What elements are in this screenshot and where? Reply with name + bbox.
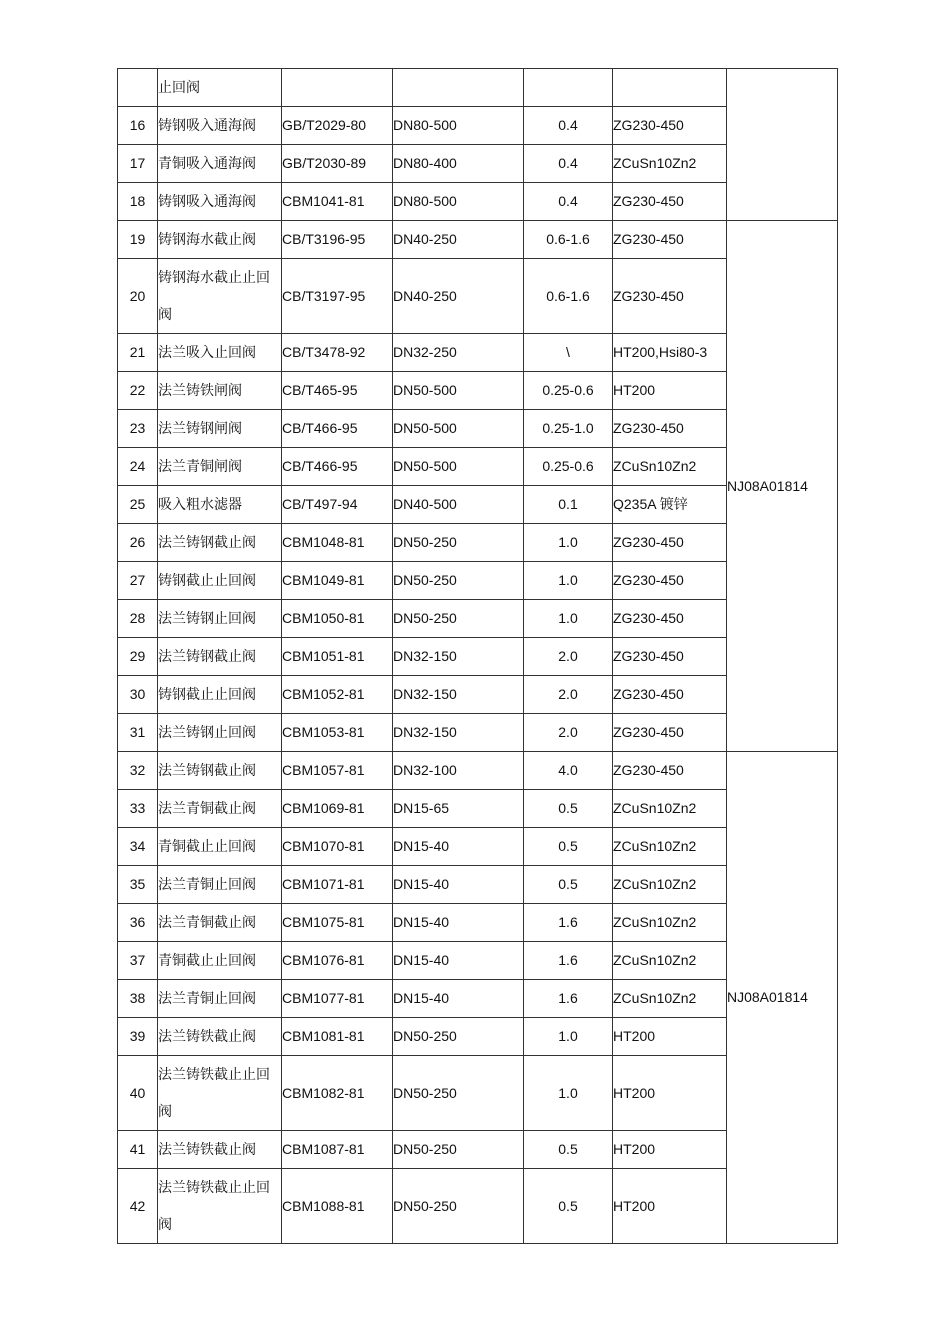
material-cell bbox=[613, 69, 727, 107]
material-cell: ZCuSn10Zn2 bbox=[613, 904, 727, 942]
valve-name-cell: 铸钢截止止回阀 bbox=[158, 562, 282, 600]
row-number-cell: 38 bbox=[118, 980, 158, 1018]
standard-code-cell: CBM1048-81 bbox=[282, 524, 393, 562]
nominal-diameter-cell: DN50-250 bbox=[393, 562, 524, 600]
material-cell: ZG230-450 bbox=[613, 600, 727, 638]
material-cell: HT200 bbox=[613, 1169, 727, 1244]
row-number-cell: 32 bbox=[118, 752, 158, 790]
nominal-diameter-cell: DN40-250 bbox=[393, 259, 524, 334]
nominal-diameter-cell: DN50-250 bbox=[393, 600, 524, 638]
nominal-pressure-cell: 1.6 bbox=[524, 904, 613, 942]
standard-code-cell: CB/T3197-95 bbox=[282, 259, 393, 334]
nominal-pressure-cell: 1.0 bbox=[524, 1018, 613, 1056]
valve-name-cell: 法兰铸铁截止止回阀 bbox=[158, 1169, 282, 1244]
row-number-cell: 40 bbox=[118, 1056, 158, 1131]
valve-name-cell: 铸钢吸入通海阀 bbox=[158, 183, 282, 221]
row-number-cell: 30 bbox=[118, 676, 158, 714]
material-cell: ZG230-450 bbox=[613, 221, 727, 259]
row-number-cell: 28 bbox=[118, 600, 158, 638]
nominal-diameter-cell: DN50-500 bbox=[393, 410, 524, 448]
nominal-diameter-cell: DN50-250 bbox=[393, 1169, 524, 1244]
nominal-pressure-cell: 1.6 bbox=[524, 980, 613, 1018]
valve-name-cell: 法兰铸钢截止阀 bbox=[158, 638, 282, 676]
nominal-pressure-cell: \ bbox=[524, 334, 613, 372]
nominal-diameter-cell: DN15-65 bbox=[393, 790, 524, 828]
table-row bbox=[118, 69, 838, 107]
nominal-diameter-cell: DN32-150 bbox=[393, 638, 524, 676]
row-number-cell: 39 bbox=[118, 1018, 158, 1056]
standard-code-cell: CBM1077-81 bbox=[282, 980, 393, 1018]
row-number-cell: 19 bbox=[118, 221, 158, 259]
valve-name-cell: 法兰青铜截止阀 bbox=[158, 790, 282, 828]
nominal-pressure-cell: 0.6-1.6 bbox=[524, 259, 613, 334]
material-cell: ZCuSn10Zn2 bbox=[613, 448, 727, 486]
standard-code-cell: CBM1041-81 bbox=[282, 183, 393, 221]
row-number-cell: 26 bbox=[118, 524, 158, 562]
valve-name-cell: 法兰吸入止回阀 bbox=[158, 334, 282, 372]
row-number-cell: 33 bbox=[118, 790, 158, 828]
valve-name-cell: 法兰青铜截止阀 bbox=[158, 904, 282, 942]
standard-code-cell: CBM1050-81 bbox=[282, 600, 393, 638]
material-cell: ZG230-450 bbox=[613, 638, 727, 676]
nominal-pressure-cell: 0.5 bbox=[524, 790, 613, 828]
standard-code-cell: CBM1071-81 bbox=[282, 866, 393, 904]
standard-code-cell: CBM1088-81 bbox=[282, 1169, 393, 1244]
row-number-cell: 41 bbox=[118, 1131, 158, 1169]
nominal-diameter-cell: DN32-100 bbox=[393, 752, 524, 790]
row-number-cell: 37 bbox=[118, 942, 158, 980]
nominal-diameter-cell: DN15-40 bbox=[393, 980, 524, 1018]
nominal-diameter-cell: DN50-250 bbox=[393, 524, 524, 562]
nominal-pressure-cell: 0.5 bbox=[524, 1169, 613, 1244]
nominal-diameter-cell: DN80-500 bbox=[393, 183, 524, 221]
row-number-cell: 42 bbox=[118, 1169, 158, 1244]
material-cell: ZG230-450 bbox=[613, 752, 727, 790]
certificate-number-cell: NJ08A01814 bbox=[727, 752, 838, 1244]
valve-name-cell: 法兰铸铁截止止回阀 bbox=[158, 1056, 282, 1131]
standard-code-cell: CB/T466-95 bbox=[282, 410, 393, 448]
row-number-cell: 27 bbox=[118, 562, 158, 600]
material-cell: ZG230-450 bbox=[613, 259, 727, 334]
standard-code-cell: CBM1070-81 bbox=[282, 828, 393, 866]
nominal-diameter-cell: DN50-250 bbox=[393, 1018, 524, 1056]
material-cell: ZG230-450 bbox=[613, 524, 727, 562]
standard-code-cell: CBM1057-81 bbox=[282, 752, 393, 790]
nominal-diameter-cell: DN32-250 bbox=[393, 334, 524, 372]
valve-name-cell: 止回阀 bbox=[158, 69, 282, 107]
material-cell: ZCuSn10Zn2 bbox=[613, 790, 727, 828]
nominal-pressure-cell: 0.25-0.6 bbox=[524, 448, 613, 486]
material-cell: HT200,Hsi80-3 bbox=[613, 334, 727, 372]
valve-spec-table bbox=[117, 68, 838, 1244]
standard-code-cell: CBM1053-81 bbox=[282, 714, 393, 752]
row-number-cell: 21 bbox=[118, 334, 158, 372]
row-number-cell: 34 bbox=[118, 828, 158, 866]
standard-code-cell: CB/T3478-92 bbox=[282, 334, 393, 372]
nominal-pressure-cell: 0.4 bbox=[524, 107, 613, 145]
table-body bbox=[118, 69, 838, 1244]
nominal-pressure-cell: 0.1 bbox=[524, 486, 613, 524]
row-number-cell: 25 bbox=[118, 486, 158, 524]
standard-code-cell: CBM1052-81 bbox=[282, 676, 393, 714]
valve-name-cell: 法兰青铜止回阀 bbox=[158, 980, 282, 1018]
standard-code-cell: CBM1051-81 bbox=[282, 638, 393, 676]
row-number-cell: 36 bbox=[118, 904, 158, 942]
standard-code-cell: CB/T465-95 bbox=[282, 372, 393, 410]
standard-code-cell: CBM1087-81 bbox=[282, 1131, 393, 1169]
standard-code-cell: CB/T466-95 bbox=[282, 448, 393, 486]
material-cell: ZCuSn10Zn2 bbox=[613, 145, 727, 183]
nominal-pressure-cell: 0.4 bbox=[524, 183, 613, 221]
valve-name-cell: 法兰铸钢截止阀 bbox=[158, 752, 282, 790]
row-number-cell: 29 bbox=[118, 638, 158, 676]
material-cell: ZCuSn10Zn2 bbox=[613, 980, 727, 1018]
valve-name-cell: 青铜吸入通海阀 bbox=[158, 145, 282, 183]
standard-code-cell: GB/T2029-80 bbox=[282, 107, 393, 145]
material-cell: ZG230-450 bbox=[613, 410, 727, 448]
nominal-pressure-cell: 0.25-0.6 bbox=[524, 372, 613, 410]
standard-code-cell: CBM1075-81 bbox=[282, 904, 393, 942]
nominal-pressure-cell: 2.0 bbox=[524, 714, 613, 752]
material-cell: HT200 bbox=[613, 1056, 727, 1131]
nominal-diameter-cell: DN15-40 bbox=[393, 904, 524, 942]
table-row bbox=[118, 752, 838, 790]
material-cell: ZG230-450 bbox=[613, 562, 727, 600]
material-cell: ZCuSn10Zn2 bbox=[613, 942, 727, 980]
nominal-diameter-cell: DN32-150 bbox=[393, 676, 524, 714]
nominal-diameter-cell: DN50-500 bbox=[393, 448, 524, 486]
nominal-diameter-cell bbox=[393, 69, 524, 107]
certificate-number-cell: NJ08A01814 bbox=[727, 221, 838, 752]
standard-code-cell: GB/T2030-89 bbox=[282, 145, 393, 183]
row-number-cell: 17 bbox=[118, 145, 158, 183]
nominal-diameter-cell: DN32-150 bbox=[393, 714, 524, 752]
nominal-pressure-cell: 2.0 bbox=[524, 638, 613, 676]
valve-name-cell: 法兰青铜止回阀 bbox=[158, 866, 282, 904]
nominal-pressure-cell: 2.0 bbox=[524, 676, 613, 714]
material-cell: HT200 bbox=[613, 1131, 727, 1169]
valve-name-cell: 青铜截止止回阀 bbox=[158, 942, 282, 980]
row-number-cell: 24 bbox=[118, 448, 158, 486]
valve-name-cell: 法兰青铜闸阀 bbox=[158, 448, 282, 486]
standard-code-cell: CBM1081-81 bbox=[282, 1018, 393, 1056]
row-number-cell: 20 bbox=[118, 259, 158, 334]
valve-name-cell: 法兰铸钢止回阀 bbox=[158, 600, 282, 638]
standard-code-cell: CBM1049-81 bbox=[282, 562, 393, 600]
nominal-diameter-cell: DN80-400 bbox=[393, 145, 524, 183]
nominal-pressure-cell: 0.5 bbox=[524, 1131, 613, 1169]
nominal-pressure-cell: 0.5 bbox=[524, 866, 613, 904]
valve-name-cell: 法兰铸钢截止阀 bbox=[158, 524, 282, 562]
nominal-diameter-cell: DN15-40 bbox=[393, 942, 524, 980]
row-number-cell: 22 bbox=[118, 372, 158, 410]
material-cell: ZG230-450 bbox=[613, 676, 727, 714]
row-number-cell: 18 bbox=[118, 183, 158, 221]
valve-name-cell: 吸入粗水滤器 bbox=[158, 486, 282, 524]
nominal-diameter-cell: DN15-40 bbox=[393, 866, 524, 904]
nominal-diameter-cell: DN15-40 bbox=[393, 828, 524, 866]
valve-name-cell: 法兰铸铁截止阀 bbox=[158, 1018, 282, 1056]
nominal-pressure-cell: 4.0 bbox=[524, 752, 613, 790]
nominal-pressure-cell: 1.0 bbox=[524, 524, 613, 562]
nominal-pressure-cell bbox=[524, 69, 613, 107]
valve-name-cell: 铸钢吸入通海阀 bbox=[158, 107, 282, 145]
material-cell: HT200 bbox=[613, 372, 727, 410]
nominal-diameter-cell: DN50-500 bbox=[393, 372, 524, 410]
standard-code-cell: CB/T3196-95 bbox=[282, 221, 393, 259]
nominal-pressure-cell: 0.4 bbox=[524, 145, 613, 183]
row-number-cell bbox=[118, 69, 158, 107]
nominal-diameter-cell: DN40-500 bbox=[393, 486, 524, 524]
nominal-pressure-cell: 0.6-1.6 bbox=[524, 221, 613, 259]
material-cell: ZG230-450 bbox=[613, 107, 727, 145]
table-row bbox=[118, 221, 838, 259]
standard-code-cell: CBM1082-81 bbox=[282, 1056, 393, 1131]
row-number-cell: 35 bbox=[118, 866, 158, 904]
valve-name-cell: 铸钢截止止回阀 bbox=[158, 676, 282, 714]
standard-code-cell: CB/T497-94 bbox=[282, 486, 393, 524]
row-number-cell: 16 bbox=[118, 107, 158, 145]
nominal-pressure-cell: 1.6 bbox=[524, 942, 613, 980]
nominal-pressure-cell: 0.25-1.0 bbox=[524, 410, 613, 448]
nominal-pressure-cell: 1.0 bbox=[524, 1056, 613, 1131]
nominal-diameter-cell: DN50-250 bbox=[393, 1056, 524, 1131]
material-cell: ZCuSn10Zn2 bbox=[613, 866, 727, 904]
material-cell: Q235A 镀锌 bbox=[613, 486, 727, 524]
nominal-pressure-cell: 0.5 bbox=[524, 828, 613, 866]
material-cell: ZG230-450 bbox=[613, 714, 727, 752]
certificate-number-cell bbox=[727, 69, 838, 221]
row-number-cell: 31 bbox=[118, 714, 158, 752]
valve-name-cell: 法兰铸铁闸阀 bbox=[158, 372, 282, 410]
valve-name-cell: 铸钢海水截止阀 bbox=[158, 221, 282, 259]
material-cell: ZCuSn10Zn2 bbox=[613, 828, 727, 866]
row-number-cell: 23 bbox=[118, 410, 158, 448]
valve-name-cell: 青铜截止止回阀 bbox=[158, 828, 282, 866]
nominal-diameter-cell: DN40-250 bbox=[393, 221, 524, 259]
material-cell: HT200 bbox=[613, 1018, 727, 1056]
nominal-diameter-cell: DN80-500 bbox=[393, 107, 524, 145]
valve-name-cell: 法兰铸钢闸阀 bbox=[158, 410, 282, 448]
standard-code-cell: CBM1069-81 bbox=[282, 790, 393, 828]
standard-code-cell: CBM1076-81 bbox=[282, 942, 393, 980]
nominal-pressure-cell: 1.0 bbox=[524, 600, 613, 638]
nominal-diameter-cell: DN50-250 bbox=[393, 1131, 524, 1169]
standard-code-cell bbox=[282, 69, 393, 107]
valve-name-cell: 铸钢海水截止止回阀 bbox=[158, 259, 282, 334]
material-cell: ZG230-450 bbox=[613, 183, 727, 221]
valve-name-cell: 法兰铸铁截止阀 bbox=[158, 1131, 282, 1169]
nominal-pressure-cell: 1.0 bbox=[524, 562, 613, 600]
valve-name-cell: 法兰铸钢止回阀 bbox=[158, 714, 282, 752]
